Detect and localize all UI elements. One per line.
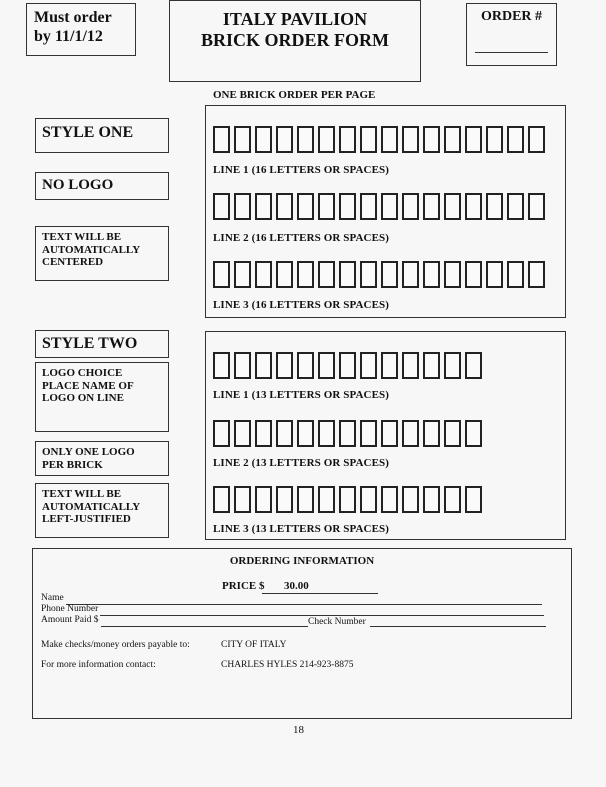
letter-cell[interactable]: [297, 420, 314, 447]
letter-cell[interactable]: [486, 261, 503, 288]
letter-cell[interactable]: [339, 420, 356, 447]
letter-cell[interactable]: [213, 486, 230, 513]
letter-cell[interactable]: [276, 486, 293, 513]
letter-cell[interactable]: [444, 486, 461, 513]
letter-cell[interactable]: [486, 193, 503, 220]
centered-note-line: TEXT WILL BE: [42, 231, 122, 243]
letter-cell[interactable]: [444, 261, 461, 288]
letter-cell[interactable]: [381, 261, 398, 288]
letter-cell[interactable]: [402, 352, 419, 379]
letter-cell[interactable]: [276, 352, 293, 379]
letter-cell[interactable]: [318, 486, 335, 513]
contact-value: CHARLES HYLES 214-923-8875: [221, 660, 354, 670]
letter-cell[interactable]: [213, 193, 230, 220]
style-one-line-3-cells[interactable]: [213, 261, 549, 288]
letter-cell[interactable]: [381, 126, 398, 153]
letter-cell[interactable]: [465, 420, 482, 447]
style-two-line-2-label: LINE 2 (13 LETTERS OR SPACES): [213, 457, 389, 469]
letter-cell[interactable]: [507, 193, 524, 220]
letter-cell[interactable]: [339, 486, 356, 513]
letter-cell[interactable]: [255, 486, 272, 513]
letter-cell[interactable]: [423, 261, 440, 288]
letter-cell[interactable]: [402, 261, 419, 288]
logo-choice-line: PLACE NAME OF: [42, 379, 134, 392]
price-field[interactable]: [262, 593, 378, 594]
letter-cell[interactable]: [360, 126, 377, 153]
payable-label: Make checks/money orders payable to:: [41, 640, 190, 650]
style-two-title: STYLE TWO: [35, 330, 169, 358]
logo-choice-note: [35, 362, 169, 432]
name-label: Name: [41, 593, 64, 603]
letter-cell[interactable]: [318, 126, 335, 153]
letter-cell[interactable]: [444, 352, 461, 379]
letter-cell[interactable]: [276, 126, 293, 153]
letter-cell[interactable]: [213, 261, 230, 288]
letter-cell[interactable]: [360, 193, 377, 220]
deadline-line-2: by 11/1/12: [34, 28, 103, 45]
price-label: PRICE $: [222, 580, 265, 592]
no-logo-note: NO LOGO: [35, 172, 169, 200]
logo-choice-line: LOGO CHOICE: [42, 367, 123, 379]
style-two-line-1-label: LINE 1 (13 LETTERS OR SPACES): [213, 389, 389, 401]
letter-cell[interactable]: [234, 352, 251, 379]
order-number-field[interactable]: [475, 52, 548, 53]
deadline-line-1: Must order: [34, 9, 112, 26]
letter-cell[interactable]: [465, 126, 482, 153]
style-one-line-1-label: LINE 1 (16 LETTERS OR SPACES): [213, 164, 389, 176]
check-number-label: Check Number: [308, 617, 366, 627]
letter-cell[interactable]: [507, 126, 524, 153]
letter-cell[interactable]: [213, 420, 230, 447]
letter-cell[interactable]: [528, 126, 545, 153]
letter-cell[interactable]: [402, 193, 419, 220]
centered-note: [35, 226, 169, 281]
style-two-line-3-label: LINE 3 (13 LETTERS OR SPACES): [213, 523, 389, 535]
ordering-info-title: ORDERING INFORMATION: [229, 555, 375, 567]
letter-cell[interactable]: [423, 486, 440, 513]
one-logo-line: ONLY ONE LOGO: [42, 446, 135, 458]
centered-note-line: AUTOMATICALLY: [42, 243, 141, 256]
one-order-per-page: ONE BRICK ORDER PER PAGE: [213, 89, 376, 101]
phone-label: Phone Number: [41, 604, 99, 614]
letter-cell[interactable]: [255, 261, 272, 288]
letter-cell[interactable]: [465, 193, 482, 220]
left-justified-line: LEFT-JUSTIFIED: [42, 513, 131, 525]
letter-cell[interactable]: [276, 261, 293, 288]
style-one-line-2-cells[interactable]: [213, 193, 549, 220]
letter-cell[interactable]: [255, 352, 272, 379]
letter-cell[interactable]: [423, 420, 440, 447]
phone-field[interactable]: [100, 615, 544, 616]
check-number-field[interactable]: [370, 626, 546, 627]
form-title-line-2: BRICK ORDER FORM: [201, 30, 389, 50]
letter-cell[interactable]: [381, 352, 398, 379]
style-one-line-3-label: LINE 3 (16 LETTERS OR SPACES): [213, 299, 389, 311]
letter-cell[interactable]: [486, 126, 503, 153]
letter-cell[interactable]: [381, 486, 398, 513]
style-two-line-3-cells[interactable]: [213, 486, 486, 513]
letter-cell[interactable]: [402, 420, 419, 447]
letter-cell[interactable]: [297, 261, 314, 288]
letter-cell[interactable]: [339, 261, 356, 288]
letter-cell[interactable]: [444, 193, 461, 220]
left-justified-note: [35, 483, 169, 538]
one-logo-note: [35, 441, 169, 476]
letter-cell[interactable]: [465, 352, 482, 379]
letter-cell[interactable]: [528, 193, 545, 220]
form-title-line-1: ITALY PAVILION: [222, 9, 368, 29]
letter-cell[interactable]: [213, 352, 230, 379]
order-number-box: [466, 3, 557, 66]
letter-cell[interactable]: [318, 193, 335, 220]
payable-value: CITY OF ITALY: [221, 640, 287, 650]
letter-cell[interactable]: [528, 261, 545, 288]
letter-cell[interactable]: [276, 420, 293, 447]
style-one-line-2-label: LINE 2 (16 LETTERS OR SPACES): [213, 232, 389, 244]
letter-cell[interactable]: [255, 193, 272, 220]
title-box: [169, 0, 421, 82]
name-field[interactable]: [66, 604, 542, 605]
letter-cell[interactable]: [465, 261, 482, 288]
amount-paid-label: Amount Paid $: [41, 615, 99, 625]
ordering-info-box: [32, 548, 572, 719]
letter-cell[interactable]: [465, 486, 482, 513]
letter-cell[interactable]: [255, 126, 272, 153]
page-number: 18: [293, 724, 304, 736]
left-justified-line: TEXT WILL BE: [42, 488, 122, 500]
left-justified-line: AUTOMATICALLY: [42, 500, 141, 513]
letter-cell[interactable]: [444, 420, 461, 447]
style-one-line-1-cells[interactable]: [213, 126, 549, 153]
letter-cell[interactable]: [234, 193, 251, 220]
letter-cell[interactable]: [381, 420, 398, 447]
order-number-label: ORDER #: [480, 9, 543, 24]
letter-cell[interactable]: [339, 352, 356, 379]
contact-label: For more information contact:: [41, 660, 156, 670]
style-one-title: STYLE ONE: [35, 118, 169, 153]
letter-cell[interactable]: [297, 193, 314, 220]
letter-cell[interactable]: [276, 193, 293, 220]
letter-cell[interactable]: [234, 261, 251, 288]
letter-cell[interactable]: [423, 126, 440, 153]
centered-note-line: CENTERED: [42, 256, 104, 268]
letter-cell[interactable]: [339, 193, 356, 220]
letter-cell[interactable]: [318, 420, 335, 447]
amount-paid-field[interactable]: [101, 626, 308, 627]
letter-cell[interactable]: [318, 261, 335, 288]
letter-cell[interactable]: [255, 420, 272, 447]
letter-cell[interactable]: [318, 352, 335, 379]
one-logo-line: PER BRICK: [42, 458, 103, 471]
letter-cell[interactable]: [213, 126, 230, 153]
style-two-line-2-cells[interactable]: [213, 420, 486, 447]
letter-cell[interactable]: [444, 126, 461, 153]
logo-choice-line: LOGO ON LINE: [42, 392, 124, 404]
letter-cell[interactable]: [339, 126, 356, 153]
letter-cell[interactable]: [381, 193, 398, 220]
letter-cell[interactable]: [402, 486, 419, 513]
letter-cell[interactable]: [423, 352, 440, 379]
letter-cell[interactable]: [360, 420, 377, 447]
letter-cell[interactable]: [297, 126, 314, 153]
letter-cell[interactable]: [234, 486, 251, 513]
letter-cell[interactable]: [402, 126, 419, 153]
letter-cell[interactable]: [297, 352, 314, 379]
letter-cell[interactable]: [360, 486, 377, 513]
price-value: 30.00: [284, 580, 309, 592]
letter-cell[interactable]: [297, 486, 314, 513]
letter-cell[interactable]: [507, 261, 524, 288]
deadline-box: [26, 3, 136, 56]
letter-cell[interactable]: [234, 126, 251, 153]
letter-cell[interactable]: [360, 261, 377, 288]
letter-cell[interactable]: [360, 352, 377, 379]
letter-cell[interactable]: [234, 420, 251, 447]
letter-cell[interactable]: [423, 193, 440, 220]
style-two-line-1-cells[interactable]: [213, 352, 486, 379]
